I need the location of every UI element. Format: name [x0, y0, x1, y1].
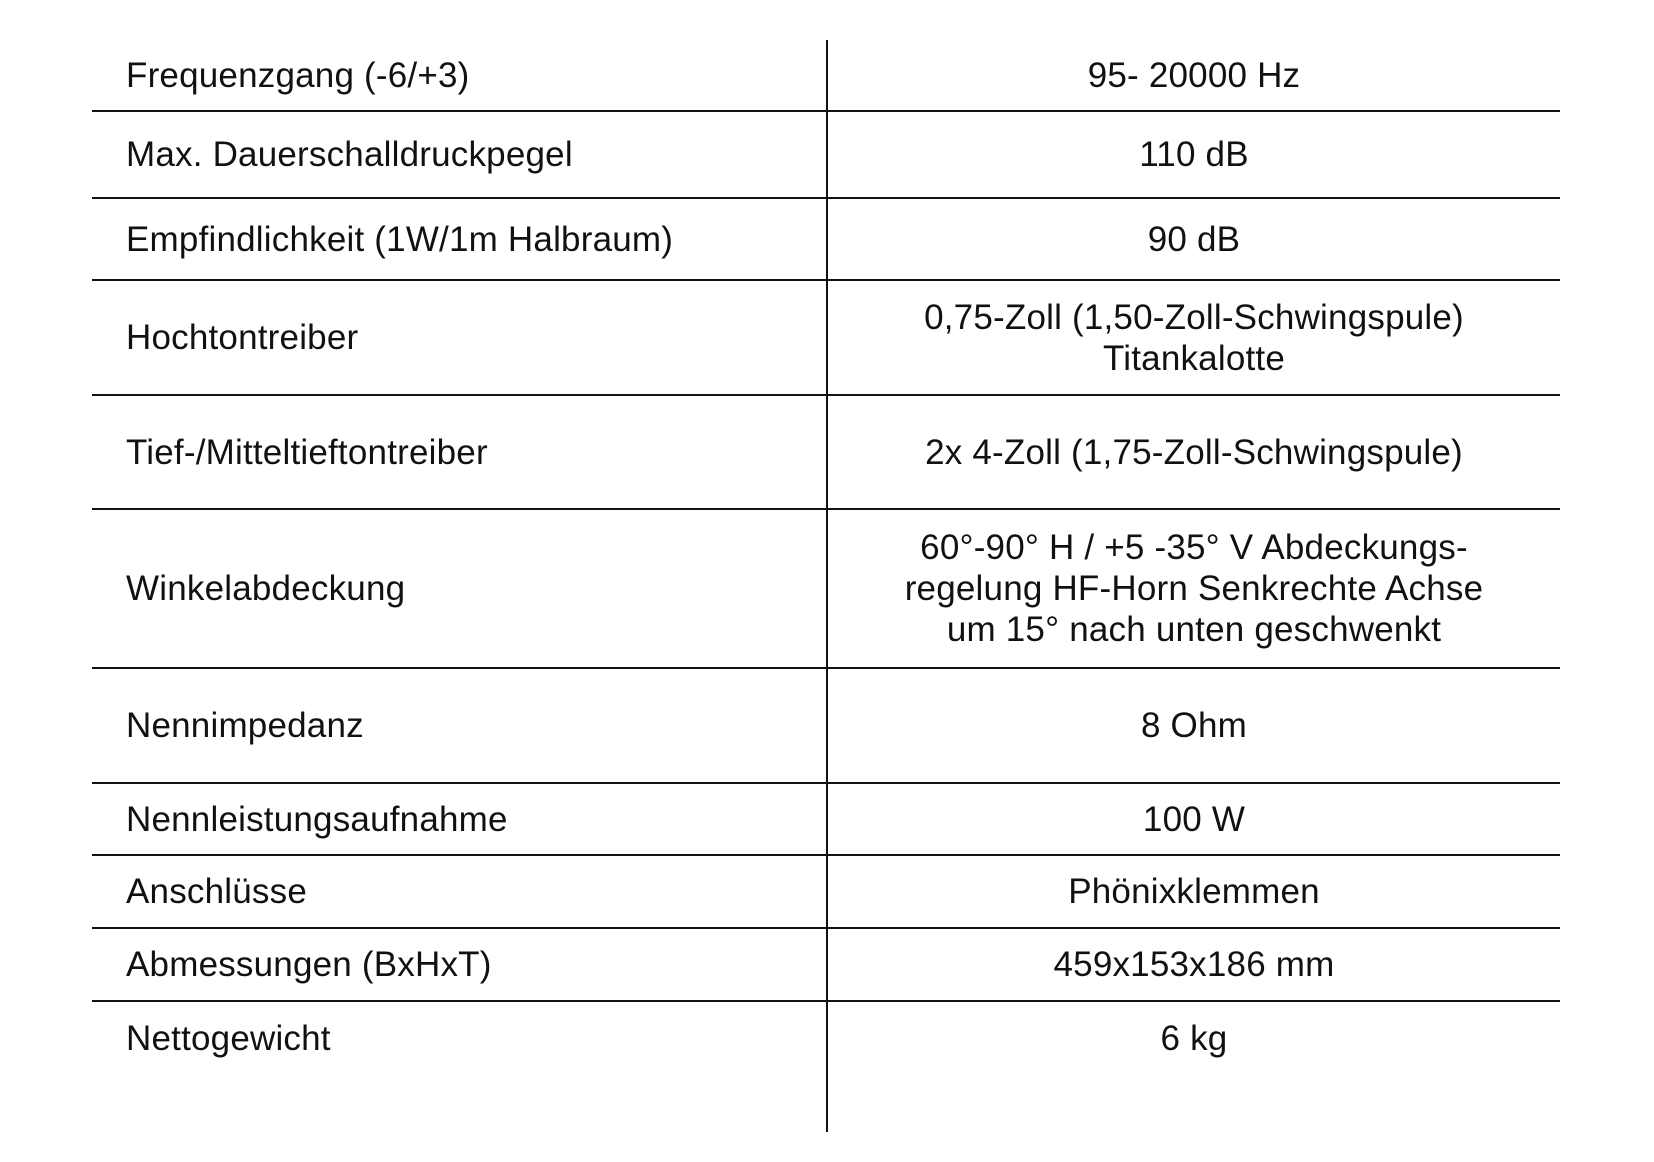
- spec-value: [828, 396, 1560, 508]
- spec-value: [828, 856, 1560, 927]
- spec-table: [92, 40, 1560, 1132]
- spec-label: Winkelabdeckung: [126, 569, 406, 608]
- spec-value-text: 60°-90° H / +5 -35° V Abdeckungs-regelung HF-Horn Senkrechte Achse um 15° nach unten geschwenkt: [904, 528, 1484, 649]
- spec-value: [828, 510, 1560, 667]
- spec-value: [828, 669, 1560, 782]
- spec-label: Empfindlichkeit (1W/1m Halbraum): [126, 219, 674, 259]
- spec-value: [828, 112, 1560, 197]
- spec-value-text: 0,75-Zoll (1,50-Zoll-Schwingspule) Titankalotte: [924, 297, 1464, 378]
- spec-value-text: 90 dB: [1147, 219, 1241, 259]
- spec-value: [828, 784, 1560, 854]
- spec-value-text: 100 W: [1142, 799, 1246, 839]
- spec-value: [828, 40, 1560, 110]
- spec-value: [828, 199, 1560, 279]
- spec-value-text: 6 kg: [1160, 1018, 1228, 1058]
- spec-value-text: 95- 20000 Hz: [1087, 55, 1301, 95]
- spec-value-text: 459x153x186 mm: [1053, 945, 1335, 984]
- spec-label: Tief-/Mitteltieftontreiber: [126, 432, 488, 472]
- spec-value-text: Phönixklemmen: [1068, 872, 1320, 911]
- spec-label: Nennleistungsaufnahme: [126, 799, 508, 839]
- spec-label: Hochtontreiber: [126, 318, 359, 357]
- spec-label: Frequenzgang (-6/+3): [126, 55, 470, 95]
- spec-label: Max. Dauerschalldruckpegel: [126, 135, 573, 174]
- spec-value-text: 8 Ohm: [1140, 706, 1248, 745]
- spec-label: Nennimpedanz: [126, 706, 364, 745]
- spec-label: Nettogewicht: [126, 1018, 331, 1058]
- spec-value: [828, 929, 1560, 1000]
- spec-label: Abmessungen (BxHxT): [126, 945, 492, 984]
- spec-label: Anschlüsse: [126, 872, 307, 911]
- spec-value: [828, 1002, 1560, 1074]
- spec-value-text: 110 dB: [1139, 135, 1249, 174]
- spec-value-text: 2x 4-Zoll (1,75-Zoll-Schwingspule): [925, 432, 1463, 472]
- spec-value: [828, 281, 1560, 394]
